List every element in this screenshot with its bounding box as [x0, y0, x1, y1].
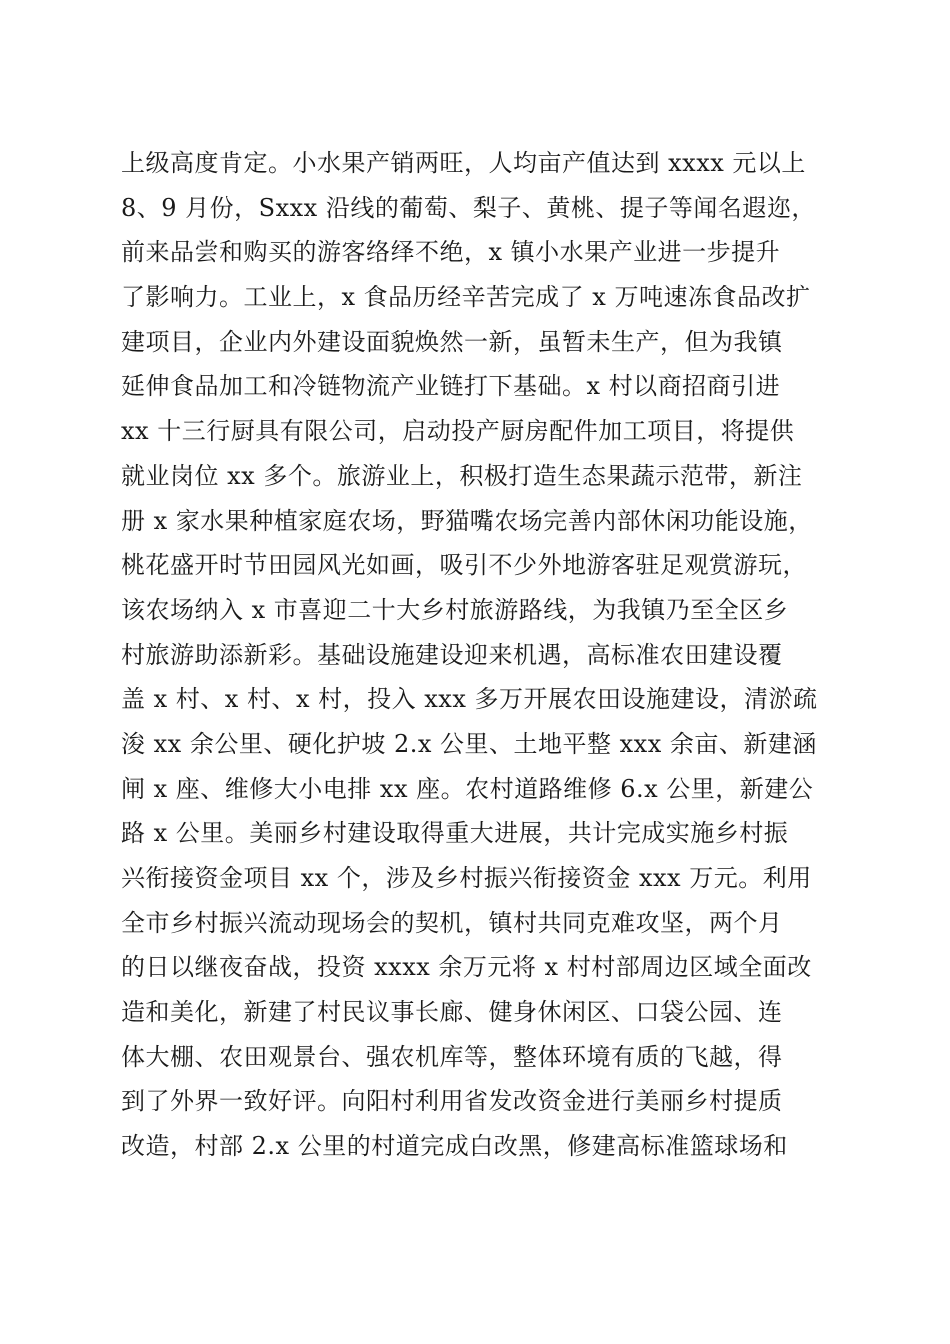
- text-line: xx 十三行厨具有限公司，启动投产厨房配件加工项目，将提供: [121, 417, 795, 446]
- text-line: 8、9 月份，Sxxx 沿线的葡萄、梨子、黄桃、提子等闻名遐迩，: [121, 193, 816, 222]
- text-line: 桃花盛开时节田园风光如画，吸引不少外地游客驻足观赏游玩，: [121, 551, 807, 580]
- text-line: 册 x 家水果种植家庭农场，野猫嘴农场完善内部休闲功能设施，: [121, 506, 813, 535]
- text-line: 盖 x 村、x 村、x 村，投入 xxx 多万开展农田设施建设，清淤疏: [121, 685, 818, 714]
- text-line: 的日以继夜奋战，投资 xxxx 余万元将 x 村村部周边区域全面改: [121, 953, 812, 982]
- text-line: 浚 xx 余公里、硬化护坡 2.x 公里、土地平整 xxx 余亩、新建涵: [121, 729, 817, 758]
- text-line: 体大棚、农田观景台、强农机库等，整体环境有质的飞越，得: [121, 1042, 783, 1071]
- text-line: 延伸食品加工和冷链物流产业链打下基础。x 村以商招商引进: [121, 372, 781, 401]
- text-line: 路 x 公里。美丽乡村建设取得重大进展，共计完成实施乡村振: [121, 819, 789, 848]
- text-line: 上级高度肯定。小水果产销两旺，人均亩产值达到 xxxx 元以上: [121, 149, 806, 177]
- text-line: 改造，村部 2.x 公里的村道完成白改黑，修建高标准篮球场和: [121, 1132, 788, 1161]
- body-paragraph: [121, 141, 841, 1169]
- text-line: 就业岗位 xx 多个。旅游业上，积极打造生态果蔬示范带，新注: [121, 461, 803, 490]
- text-line: 闸 x 座、维修大小电排 xx 座。农村道路维修 6.x 公里，新建公: [121, 774, 814, 803]
- text-line: 前来品尝和购买的游客络绎不绝，x 镇小水果产业进一步提升: [121, 238, 781, 267]
- text-line: 了影响力。工业上，x 食品历经辛苦完成了 x 万吨速冻食品改扩: [121, 283, 811, 312]
- text-line: 建项目，企业内外建设面貌焕然一新，虽暂未生产，但为我镇: [121, 327, 783, 356]
- text-line: 到了外界一致好评。向阳村利用省发改资金进行美丽乡村提质: [121, 1087, 783, 1116]
- text-line: 全市乡村振兴流动现场会的契机，镇村共同克难攻坚，两个月: [121, 908, 783, 937]
- text-line: 该农场纳入 x 市喜迎二十大乡村旅游路线，为我镇乃至全区乡: [121, 595, 789, 624]
- text-line: 兴衔接资金项目 xx 个，涉及乡村振兴衔接资金 xxx 万元。利用: [121, 864, 812, 892]
- text-line: 造和美化，新建了村民议事长廊、健身休闲区、口袋公园、连: [121, 998, 783, 1027]
- text-line: 村旅游助添新彩。基础设施建设迎来机遇，高标准农田建设覆: [121, 640, 783, 669]
